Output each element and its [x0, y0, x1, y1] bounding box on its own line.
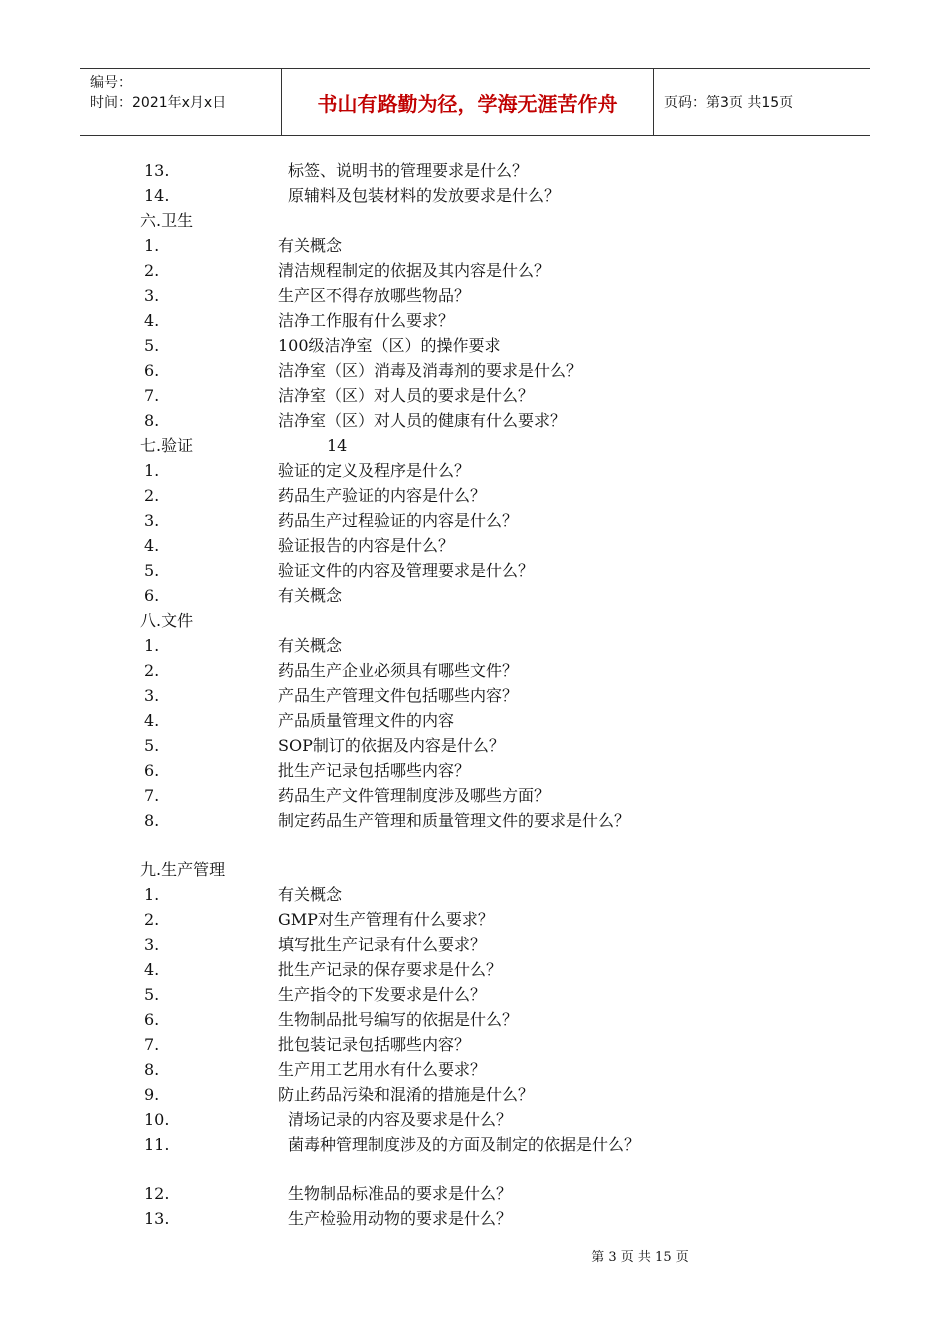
item-number: 2. — [144, 261, 160, 280]
item-text: 填写批生产记录有什么要求？ — [278, 935, 487, 954]
item-text: 批包装记录包括哪些内容？ — [278, 1035, 471, 1054]
item-number: 3. — [144, 686, 160, 705]
item-number: 6. — [144, 1010, 160, 1029]
item-text: 洁净室（区）对人员的要求是什么？ — [278, 386, 535, 405]
item-number: 6. — [144, 586, 160, 605]
item-number: 13. — [144, 1209, 170, 1228]
item-text: 清洁规程制定的依据及其内容是什么？ — [278, 261, 551, 280]
date-label: 时间：2021年x月x日 — [90, 95, 227, 111]
item-text: 生物制品批号编写的依据是什么？ — [278, 1010, 519, 1029]
item-number: 7. — [144, 1035, 160, 1054]
item-text: 产品质量管理文件的内容 — [278, 711, 455, 730]
item-number: 8. — [144, 411, 160, 430]
item-number: 1. — [144, 636, 160, 655]
item-text: 洁净工作服有什么要求？ — [278, 311, 455, 330]
item-text: 批生产记录的保存要求是什么？ — [278, 960, 503, 979]
item-text: 验证报告的内容是什么？ — [278, 536, 455, 555]
item-text: GMP对生产管理有什么要求？ — [278, 910, 494, 929]
item-text: 洁净室（区）对人员的健康有什么要求？ — [278, 411, 567, 430]
item-text: 生物制品标准品的要求是什么？ — [288, 1184, 513, 1203]
item-number: 4. — [144, 960, 160, 979]
item-text: 验证文件的内容及管理要求是什么？ — [278, 561, 535, 580]
item-number: 12. — [144, 1184, 170, 1203]
item-text: 有关概念 — [278, 586, 343, 605]
item-number: 1. — [144, 236, 160, 255]
item-text: 药品生产过程验证的内容是什么？ — [278, 511, 519, 530]
page-footer — [0, 1246, 950, 1265]
item-number: 8. — [144, 1060, 160, 1079]
item-text: 产品生产管理文件包括哪些内容？ — [278, 686, 519, 705]
item-text: 药品生产企业必须具有哪些文件？ — [278, 661, 519, 680]
item-text: 清场记录的内容及要求是什么？ — [288, 1110, 513, 1129]
code-label: 编号： — [90, 75, 132, 91]
item-number: 11. — [144, 1135, 170, 1154]
item-number: 7. — [144, 786, 160, 805]
item-text: 药品生产验证的内容是什么？ — [278, 486, 487, 505]
item-number: 2. — [144, 486, 160, 505]
item-text: 有关概念 — [278, 885, 343, 904]
item-number: 5. — [144, 736, 160, 755]
item-text: 验证的定义及程序是什么？ — [278, 461, 471, 480]
item-number: 2. — [144, 910, 160, 929]
header-page-label: 页码：第3页 共15页 — [664, 95, 794, 111]
item-number: 4. — [144, 711, 160, 730]
item-number: 13. — [144, 161, 170, 180]
footer-page-number: 第 3 页 共 15 页 — [591, 1250, 689, 1265]
item-text: 洁净室（区）消毒及消毒剂的要求是什么？ — [278, 361, 583, 380]
item-text: 菌毒种管理制度涉及的方面及制定的依据是什么？ — [288, 1135, 641, 1154]
section-heading: 八.文件 — [140, 611, 194, 630]
item-number: 5. — [144, 336, 160, 355]
item-number: 3. — [144, 511, 160, 530]
item-text: 生产用工艺用水有什么要求？ — [278, 1060, 487, 1079]
item-text: SOP制订的依据及内容是什么？ — [278, 736, 505, 755]
section-heading: 六.卫生 — [140, 211, 194, 230]
item-number: 5. — [144, 561, 160, 580]
item-text: 生产检验用动物的要求是什么？ — [288, 1209, 513, 1228]
item-text: 防止药品污染和混淆的措施是什么？ — [278, 1085, 535, 1104]
section-heading: 九.生产管理 — [140, 860, 226, 879]
item-number: 2. — [144, 661, 160, 680]
item-number: 3. — [144, 935, 160, 954]
item-number: 6. — [144, 361, 160, 380]
item-number: 4. — [144, 536, 160, 555]
item-number: 3. — [144, 286, 160, 305]
item-number: 5. — [144, 985, 160, 1004]
item-text: 批生产记录包括哪些内容？ — [278, 761, 471, 780]
item-text: 100级洁净室（区）的操作要求 — [278, 336, 501, 355]
item-number: 14. — [144, 186, 170, 205]
item-number: 7. — [144, 386, 160, 405]
item-number: 10. — [144, 1110, 170, 1129]
item-number: 8. — [144, 811, 160, 830]
item-number: 9. — [144, 1085, 160, 1104]
item-number: 4. — [144, 311, 160, 330]
item-text: 生产区不得存放哪些物品？ — [278, 286, 471, 305]
item-number: 6. — [144, 761, 160, 780]
item-number: 1. — [144, 461, 160, 480]
item-text: 有关概念 — [278, 636, 343, 655]
item-text: 制定药品生产管理和质量管理文件的要求是什么？ — [278, 811, 631, 830]
header-motto: 书山有路勤为径，学海无涯苦作舟 — [282, 69, 654, 135]
item-text: 标签、说明书的管理要求是什么？ — [288, 161, 529, 180]
section-extra: 14 — [327, 436, 348, 455]
item-text: 生产指令的下发要求是什么？ — [278, 985, 487, 1004]
section-heading: 七.验证 — [140, 436, 194, 455]
item-text: 有关概念 — [278, 236, 343, 255]
item-text: 原辅料及包装材料的发放要求是什么？ — [288, 186, 561, 205]
item-number: 1. — [144, 885, 160, 904]
item-text: 药品生产文件管理制度涉及哪些方面？ — [278, 786, 551, 805]
